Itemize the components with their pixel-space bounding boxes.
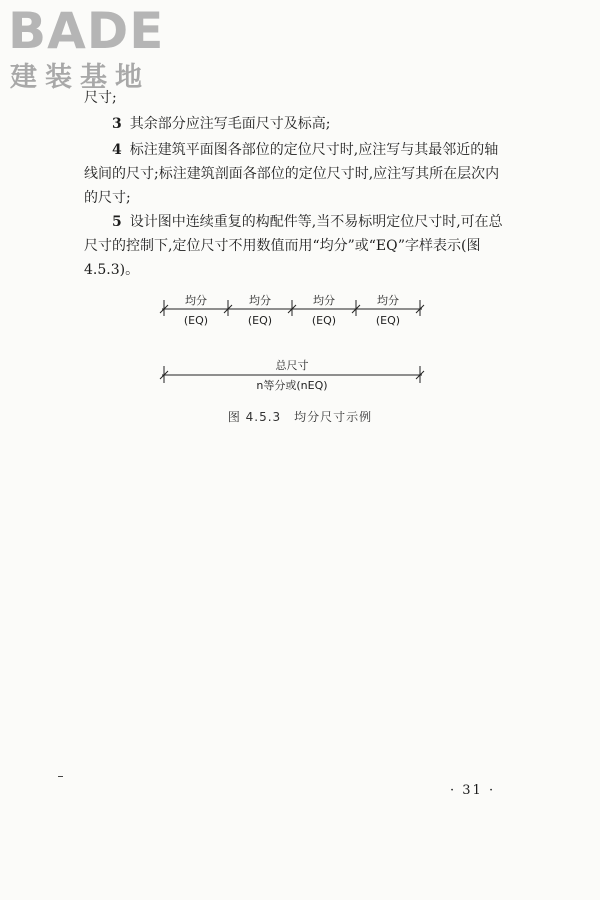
bade-logo — [8, 4, 178, 96]
segment-label-bottom: (EQ) — [375, 314, 401, 327]
total-label-bottom: n等分或(nEQ) — [256, 379, 328, 392]
paragraph-item-5 — [84, 210, 504, 282]
eq-dimension-diagram — [150, 285, 440, 395]
total-label-top: 总尺寸 — [275, 359, 309, 372]
paragraph-text: 设计图中连续重复的构配件等,当不易标明定位尺寸时,可在总尺寸的控制下,定位尺寸不用数值而用“均分”或“EQ”字样表示(图 4.5.3)。 — [84, 214, 503, 278]
segment-label-bottom: (EQ) — [247, 314, 273, 327]
figure-caption: 图 4.5.3 均分尺寸示例 — [227, 410, 373, 424]
paragraph-continued — [84, 86, 504, 110]
segment-label-bottom: (EQ) — [311, 314, 337, 327]
segment-label-top: 均分 — [249, 294, 271, 307]
paragraph-text: 标注建筑平面图各部位的定位尺寸时,应注写与其最邻近的轴线间的尺寸;标注建筑剖面各部位的定位尺寸时,应注写其所在层次内的尺寸; — [84, 142, 500, 206]
segment-label-bottom: (EQ) — [183, 314, 209, 327]
paragraph-item-3 — [84, 112, 504, 136]
page-number: · 31 · — [450, 783, 496, 798]
margin-mark — [58, 776, 63, 777]
segment-label-top: 均分 — [185, 294, 207, 307]
item-number: 3 — [112, 116, 122, 132]
item-number: 4 — [112, 142, 122, 158]
segment-label-top: 均分 — [313, 294, 335, 307]
segment-label-top: 均分 — [377, 294, 399, 307]
paragraph-text: 其余部分应注写毛面尺寸及标高; — [129, 116, 331, 132]
logo-wordmark: BADE — [8, 2, 165, 60]
item-number: 5 — [112, 214, 122, 230]
paragraph-text: 尺寸; — [84, 90, 117, 106]
paragraph-item-4 — [84, 138, 504, 210]
logo-subtitle: 建装基地 — [10, 62, 150, 93]
